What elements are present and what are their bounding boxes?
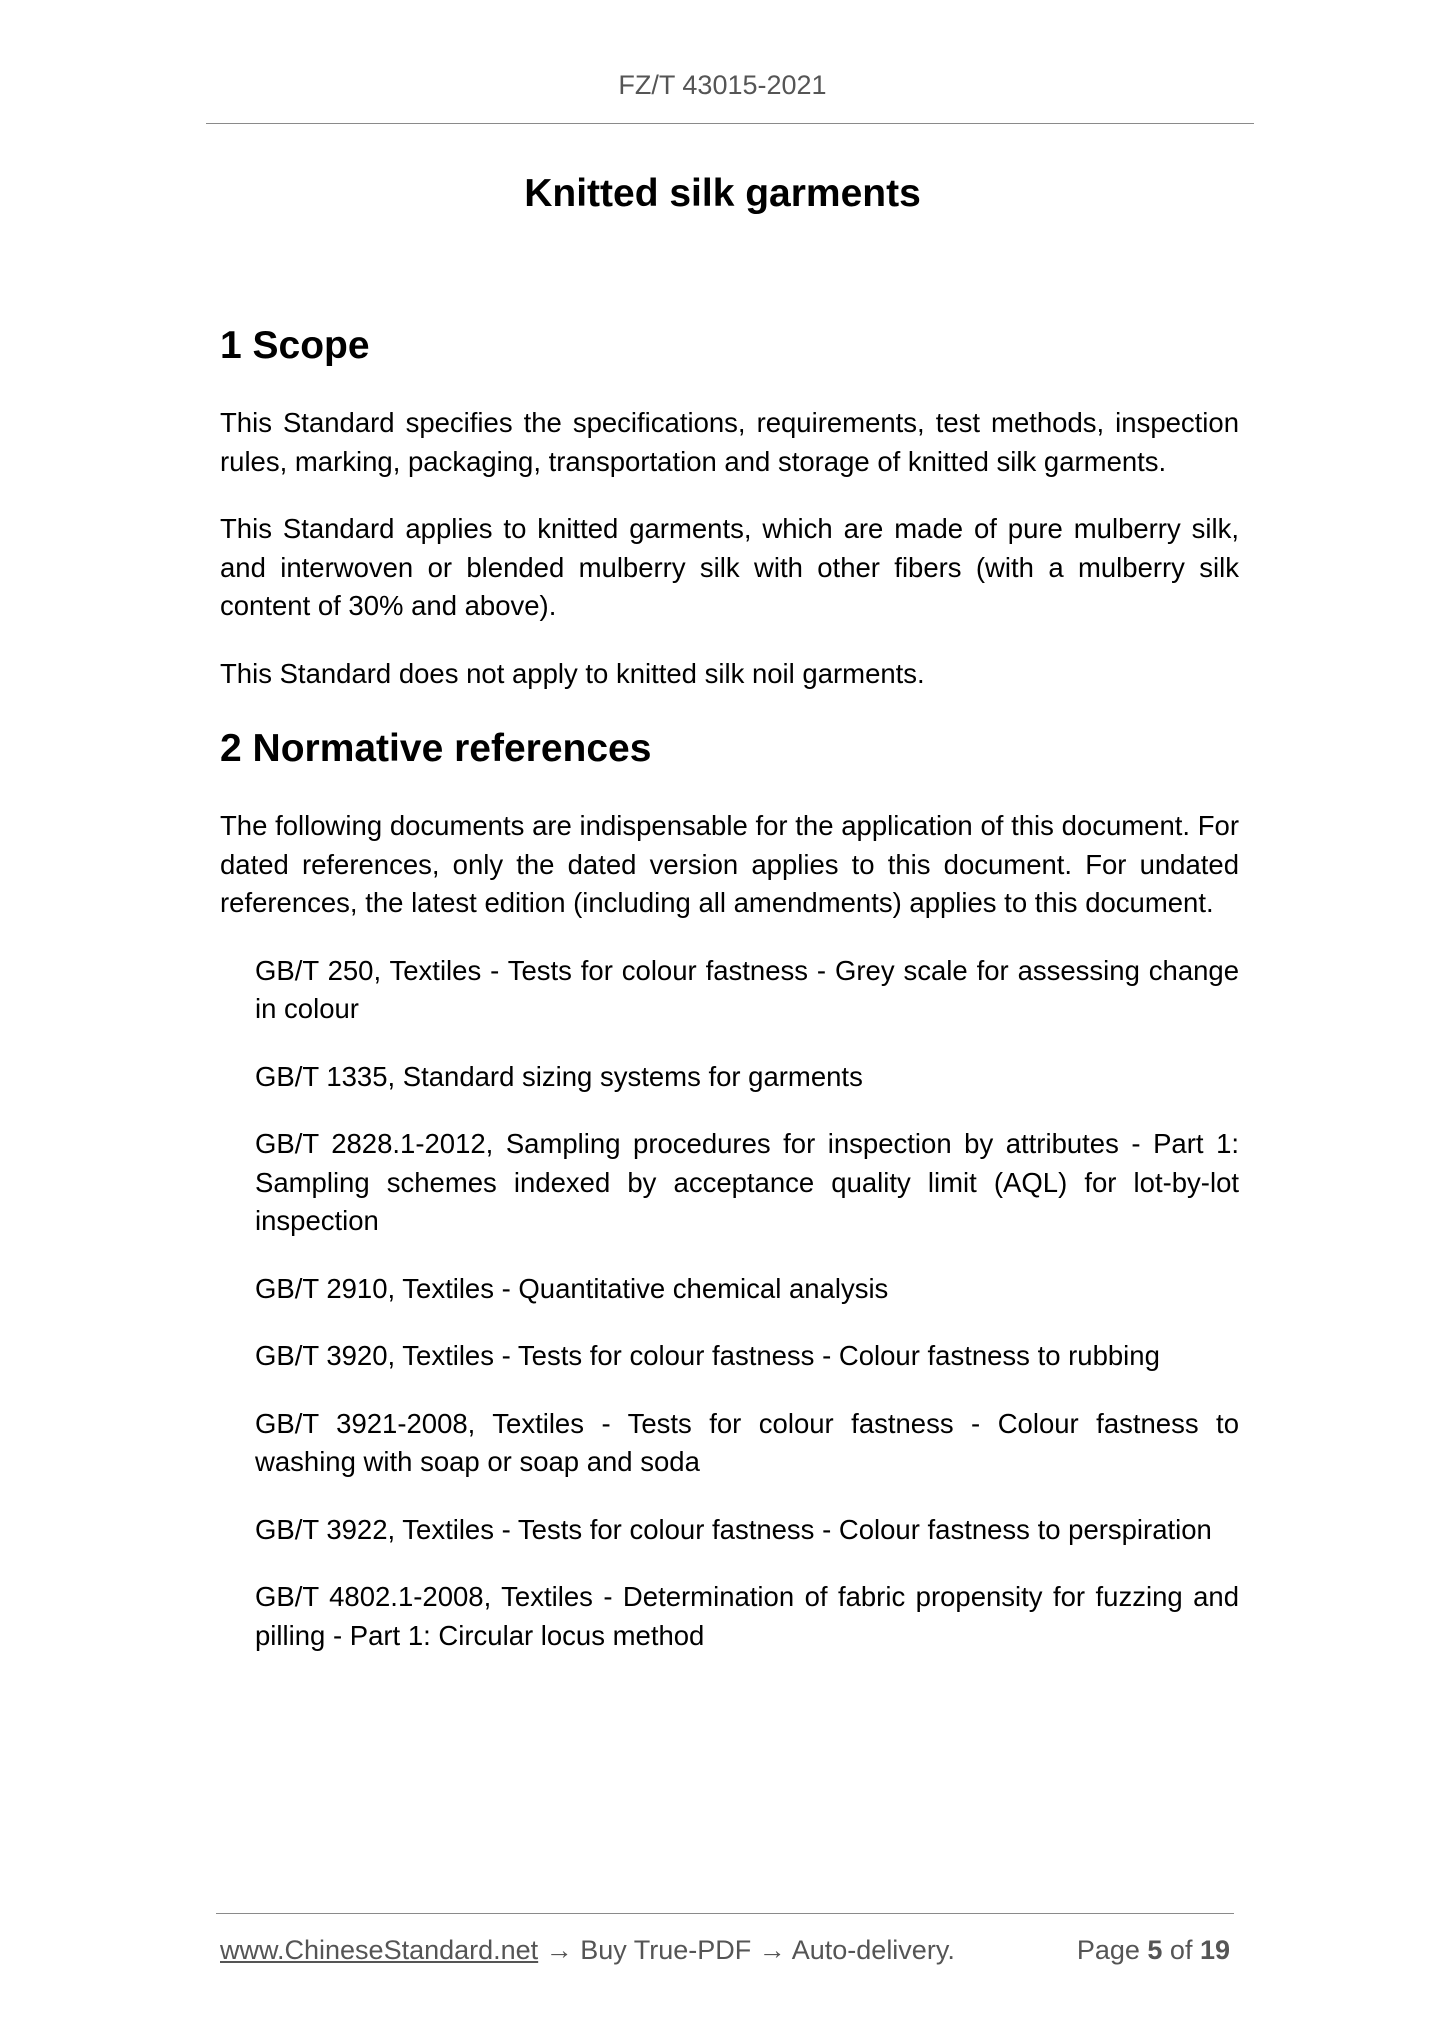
reference-item: GB/T 2910, Textiles - Quantitative chemical analysis [255,1272,889,1304]
scope-paragraph: This Standard specifies the specifications, requirements, test methods, inspection rules, marking, packaging, transportation and storage of knitted silk garments. [220,407,1239,477]
reference-item: GB/T 3921-2008, Textiles - Tests for colour fastness - Colour fastness to washing with soap or soap and soda [255,1407,1239,1477]
footer [220,1930,1230,1970]
reference-item: GB/T 4802.1-2008, Textiles - Determination of fabric propensity for fuzzing and pilling - Part 1: Circular locus method [255,1581,1239,1651]
footer-page-number [1077,1930,1230,1970]
header-divider [206,123,1254,124]
scope-paragraph: This Standard does not apply to knitted silk noil garments. [220,657,925,689]
document-title: Knitted silk garments [524,172,921,215]
reference-item: GB/T 3920, Textiles - Tests for colour fastness - Colour fastness to rubbing [255,1340,1160,1371]
document-body [220,318,1239,1655]
footer-promo-text: → Buy True-PDF → Auto-delivery. [538,1935,955,1965]
header-standard-code: FZ/T 43015-2021 [618,70,827,100]
reference-item: GB/T 250, Textiles - Tests for colour fastness - Grey scale for assessing change in colour [255,954,1239,1024]
normative-intro-paragraph: The following documents are indispensable for the application of this document. For dated references, only the dated version applies to this document. For undated references, the latest edition (including all amendments) applies to this document. [220,810,1239,918]
reference-item: GB/T 2828.1-2012, Sampling procedures for inspection by attributes - Part 1: Sampling schemes indexed by acceptance quality limit (AQL) for lot-by-lot inspection [255,1128,1239,1236]
page-total: 19 [1199,1935,1230,1965]
footer-divider [216,1913,1234,1914]
page-of-label: of [1162,1935,1200,1965]
scope-paragraph: This Standard applies to knitted garments, which are made of pure mulberry silk, and interwoven or blended mulberry silk with other fibers (with a mulberry silk content of 30% and above). [220,513,1239,621]
footer-website-link[interactable]: www.ChineseStandard.net [220,1935,539,1965]
reference-item: GB/T 3922, Textiles - Tests for colour fastness - Colour fastness to perspiration [255,1513,1212,1545]
page-label: Page [1076,1935,1148,1965]
section-heading-normative-references: 2 Normative references [220,727,652,770]
page-current: 5 [1147,1935,1163,1965]
section-heading-scope: 1 Scope [220,324,370,367]
reference-item: GB/T 1335, Standard sizing systems for garments [255,1060,863,1092]
